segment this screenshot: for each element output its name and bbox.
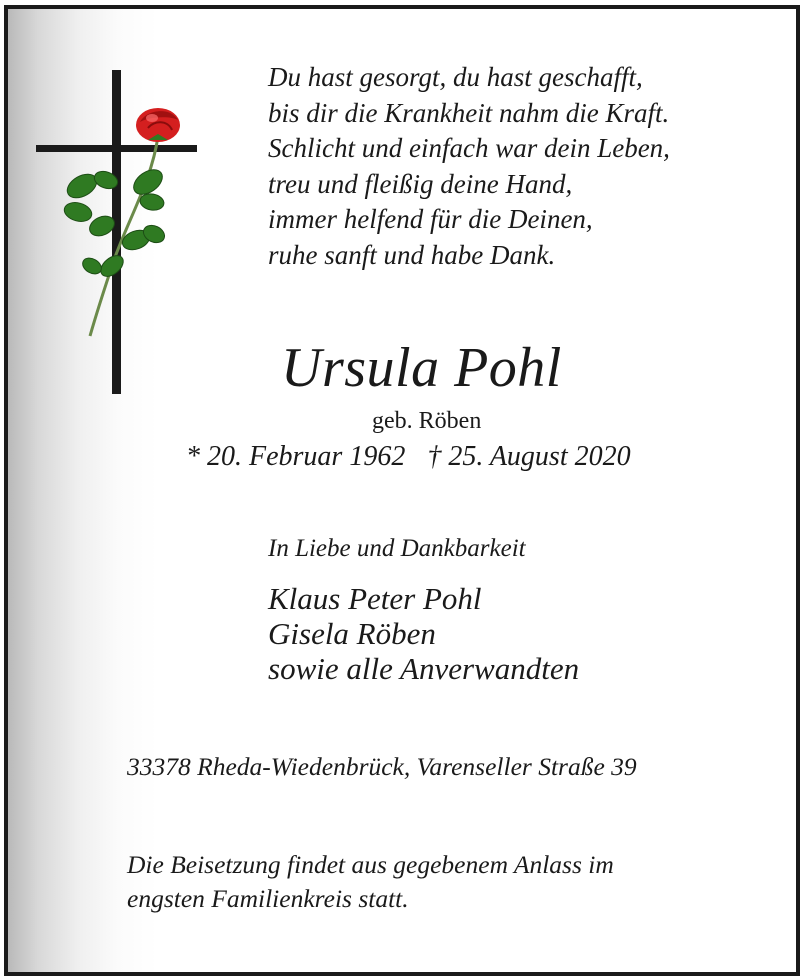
deceased-name: Ursula Pohl (281, 337, 562, 399)
rose-bloom (136, 108, 180, 142)
poem-line: treu und fleißig deine Hand, (268, 168, 573, 199)
poem-line: ruhe sanft und habe Dank. (268, 239, 556, 270)
life-dates (186, 440, 631, 474)
burial-note-line: engsten Familienkreis statt. (127, 884, 409, 913)
poem-line: bis dir die Krankheit nahm die Kraft. (268, 97, 670, 128)
poem-line: immer helfend für die Deinen, (268, 204, 593, 235)
mourner-name: Klaus Peter Pohl (268, 581, 482, 616)
death-date: † 25. August 2020 (427, 441, 631, 472)
cross-vertical-beam (112, 70, 121, 394)
memorial-poem (268, 60, 670, 274)
mourning-address: 33378 Rheda-Wiedenbrück, Varenseller Straße 39 (127, 752, 637, 781)
rose-leaves (62, 165, 167, 281)
poem-line: Schlicht und einfach war dein Leben, (268, 133, 670, 164)
mourners-intro: In Liebe und Dankbarkeit (268, 535, 526, 562)
cross-horizontal-beam (36, 145, 197, 152)
burial-note (127, 848, 614, 916)
birth-date: * 20. Februar 1962 (186, 441, 406, 472)
burial-note-line: Die Beisetzung findet aus gegebenem Anlass im (127, 850, 614, 879)
mourner-name: sowie alle Anverwandten (268, 651, 580, 686)
mourner-name: Gisela Röben (268, 616, 436, 651)
mourners-list (268, 581, 579, 686)
poem-line: Du hast gesorgt, du hast geschafft, (268, 62, 643, 92)
cross-rose-icon (36, 70, 201, 396)
birth-name: geb. Röben (372, 408, 482, 434)
